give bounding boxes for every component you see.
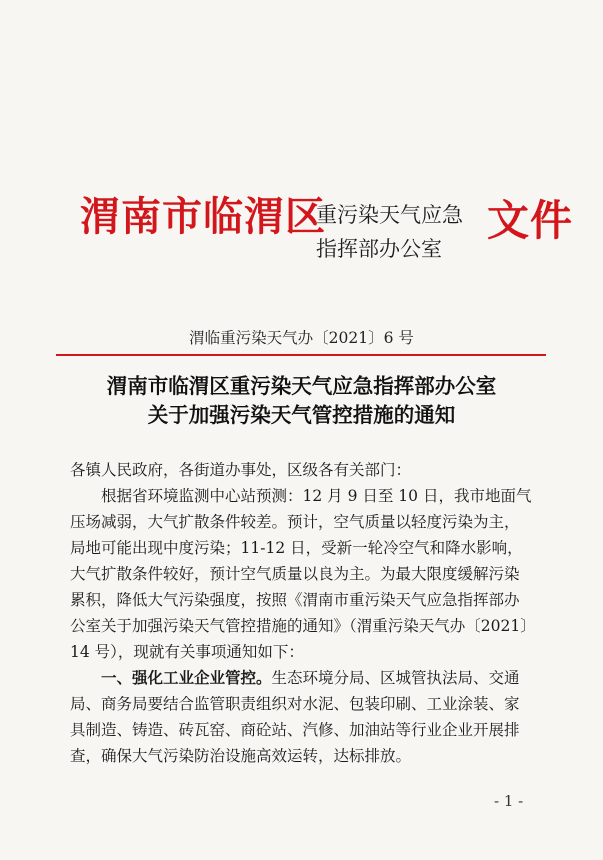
paragraph-line: 压场减弱，大气扩散条件较差。预计，空气质量以轻度污染为主， [70, 513, 520, 531]
document-title [0, 372, 603, 430]
paragraph-line: 14 号），现就有关事项通知如下： [70, 643, 304, 661]
section-1-text: 生态环境分局、区城管执法局、交通 [271, 669, 520, 687]
red-divider-line [56, 354, 546, 356]
paragraph-line: 根据省环境监测中心站预测：12 月 9 日至 10 日，我市地面气 [101, 487, 532, 505]
paragraph-line: 累积，降低大气污染强度，按照《渭南市重污染天气应急指挥部办 [70, 591, 520, 609]
paragraph-line: 局地可能出现中度污染；11-12 日，受新一轮冷空气和降水影响， [70, 539, 523, 557]
department-line-1: 重污染天气应急 [316, 203, 463, 227]
paragraph-line: 查，确保大气污染防治设施高效运转，达标排放。 [70, 747, 412, 765]
paragraph-line: 局、商务局要结合监管职责组织对水泥、包装印刷、工业涂装、家 [70, 695, 520, 713]
page-number: - 1 - [494, 792, 524, 810]
title-line-2: 关于加强污染天气管控措施的通知 [147, 403, 456, 427]
salutation: 各镇人民政府，各街道办事处，区级各有关部门： [70, 461, 412, 479]
title-line-1: 渭南市临渭区重污染天气应急指挥部办公室 [106, 374, 497, 398]
issuing-organization: 渭南市临渭区 [80, 193, 326, 240]
department-line-2: 指挥部办公室 [316, 237, 442, 261]
issuing-department [316, 198, 463, 266]
section-1-first-line [70, 665, 550, 691]
document-body [70, 457, 550, 769]
document-word: 文件 [487, 196, 574, 245]
section-1-heading: 一、强化工业企业管控。 [101, 668, 272, 687]
paragraph-line: 公室关于加强污染天气管控措施的通知》（渭重污染天气办〔2021〕 [70, 617, 536, 635]
paragraph-line: 具制造、铸造、砖瓦窑、商砼站、汽修、加油站等行业企业开展排 [70, 721, 520, 739]
paragraph-line: 大气扩散条件较好，预计空气质量以良为主。为最大限度缓解污染 [70, 565, 520, 583]
document-number: 渭临重污染天气办〔2021〕6 号 [189, 329, 414, 347]
